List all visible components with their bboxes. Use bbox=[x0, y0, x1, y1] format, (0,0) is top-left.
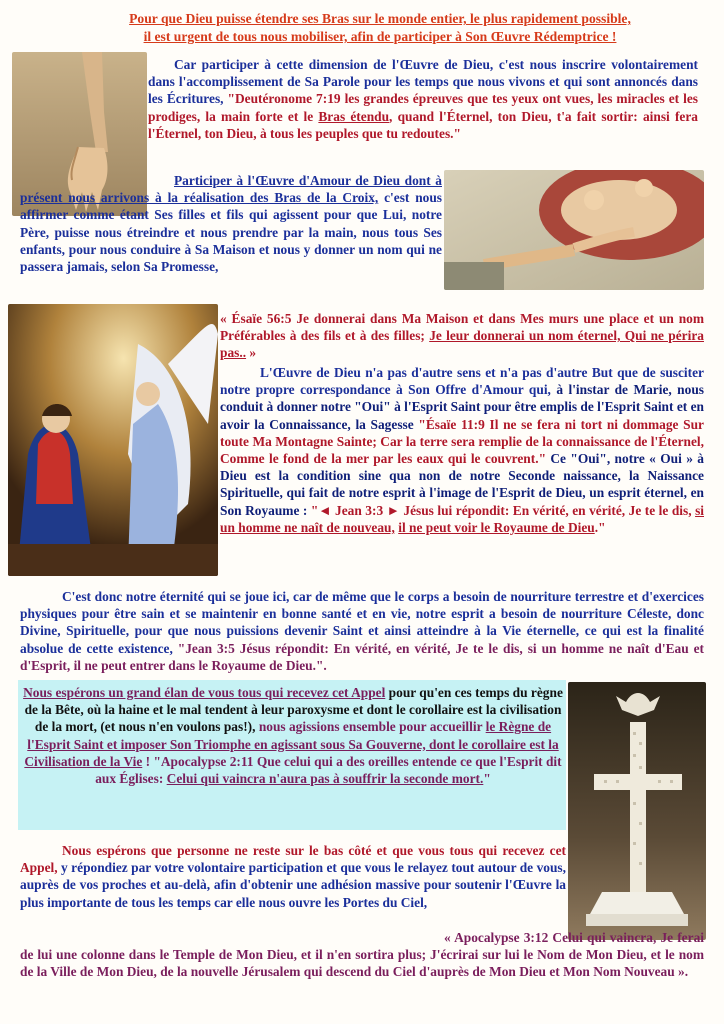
paragraph-oeuvre-amour bbox=[20, 172, 442, 275]
p3-jean-3-3: "◄ Jean 3:3 ► Jésus lui répondit: En vérité, en vérité, Je te le dis, bbox=[310, 502, 692, 518]
p6-apocalypse: « Apocalypse 3:12 Celui qui vaincra, Je ferai de lui une colonne dans le Temple de Mon Dieu, et il n'en sortira plus; J'écrirai sur lui le Nom de Mon Dieu, et le nom de la Ville de Mon Dieu, de la nouvelle Jérusalem qui descend du Ciel d'auprès de Mon Dieu et Mon Nom Nouveau ». bbox=[20, 930, 704, 980]
p6-appel: Nous espérons que personne ne reste sur le bas côté et que vous tous qui recevez cet Appel, bbox=[20, 843, 566, 876]
p3-oui: Ce "Oui", notre « Oui » à Dieu est la condition sine qua non de notre Seconde naissance, la Naissance Spirituelle, qui fait de notre esprit à l'image de l'Esprit de Dieu, un esprit éternel, en Son Royaume : bbox=[220, 451, 704, 518]
paragraph-eternite bbox=[20, 588, 704, 674]
p5-apocalypse: ! "Apocalypse 2:11 Que celui qui a des oreilles entende ce que l'Esprit dit aux Églises: bbox=[95, 753, 562, 787]
p5-end: " bbox=[483, 771, 491, 787]
p6-text: y répondiez par votre volontaire participation et que vous le relayez tout autour de vous, auprès de vos proches et au-delà, afin d'obtenir une adhésion massive pour soutenir l'Œuvre la plus importante de tous les temps car elle nous ouvre les Portes du Ciel, bbox=[20, 860, 566, 910]
p1-scripture-end: , quand l'Éternel, ton Dieu, t'a fait sortir: ainsi fera l'Éternel, ton Dieu, à tous les peuples que tu redoutes." bbox=[148, 108, 698, 141]
page-title bbox=[60, 10, 700, 46]
p4-jean-3-5: "Jean 3:5 Jésus répondit: En vérité, en vérité, Je te le dis, si un homme ne naît d'Eau et d'Esprit, il ne peut entrer dans le Royaume de Dieu.". bbox=[20, 640, 705, 673]
paragraph-appel bbox=[22, 684, 564, 787]
p3-marie: à l'instar de Marie, nous conduit à donner notre "Oui" à l'Esprit Saint pour être emplis de l'Esprit Saint et en avoir la Connaissance, la Sagesse bbox=[220, 382, 704, 432]
paragraph-esaie-56 bbox=[220, 310, 704, 362]
p5-vaincra: Celui qui vaincra n'aura pas à souffrir la seconde mort. bbox=[166, 771, 484, 787]
annunciation-painting-image bbox=[8, 304, 218, 576]
p5-appel: Nous espérons un grand élan de vous tous qui recevez cet Appel bbox=[23, 685, 386, 700]
title-line-1: Pour que Dieu puisse étendre ses Bras sur le monde entier, le plus rapidement possible, bbox=[129, 11, 631, 26]
paragraph-personne bbox=[20, 842, 566, 911]
p3-text: L'Œuvre de Dieu n'a pas d'autre sens et n'a pas d'autre But que de susciter notre propre correspondance à Son Offre d'Amour qui, bbox=[220, 365, 704, 398]
p3-jean-underline-1: si un homme ne naît de nouveau, bbox=[220, 502, 704, 535]
p1-text: Car participer à cette dimension de l'Œuvre de Dieu, c'est nous inscrire volontairement dans l'accomplissement de Sa Parole pour les temps que nous vivons et qui sont annoncés dans les Écritures, bbox=[148, 57, 698, 107]
paragraph-apocalypse-3-12 bbox=[20, 929, 704, 981]
p5-regne: le Règne de l'Esprit Saint et imposer Son Triomphe en agissant sous Sa Gouverne, dont le corollaire est la Civilisation de la Vie bbox=[24, 719, 559, 769]
p3-jean-end: ." bbox=[594, 519, 606, 535]
p5-agissions: nous agissions ensemble pour accueillir bbox=[258, 719, 483, 735]
cross-sculpture-image bbox=[568, 682, 706, 940]
creation-painting-image bbox=[444, 170, 704, 290]
p2-scripture-underline: Je leur donnerai un nom éternel, Qui ne périra pas.. bbox=[220, 328, 704, 361]
p1-scripture: "Deutéronome 7:19 les grandes épreuves que tes yeux ont vues, les miracles et les prodiges, la main forte et le bbox=[148, 91, 698, 124]
paragraph-intro bbox=[148, 56, 698, 142]
p2-scripture: « Ésaïe 56:5 Je donnerai dans Ma Maison et dans Mes murs une place et un nom Préférables à des fils et à des filles; bbox=[220, 311, 704, 344]
p4-text: C'est donc notre éternité qui se joue ici, car de même que le corps a besoin de nourriture terrestre et d'exercices physiques pour être sain et se maintenir en bonne santé et en vie, notre esprit a besoin de nourriture Céleste, donc Divine, Spirituelle, pour que nous puissions devenir Saint et ainsi atteindre à la Vie éternelle, ce qui est la finalité absolue de cette existence, bbox=[20, 589, 704, 656]
p2-text: c'est nous affirmer comme étant Ses filles et fils qui agissent pour que Lui, notre Père, puisse nous étreindre et nous prendre par la main, nous tous Ses enfants, pour nous conduire à Sa Maison et nous y donner un nom qui ne passera jamais, selon Sa Promesse, bbox=[20, 190, 443, 275]
p3-esaie-11: "Ésaïe 11:9 Il ne se fera ni tort ni dommage Sur toute Ma Montagne Sainte; Car la terre sera remplie de la connaissance de l'Éternel, Comme le fond de la mer par les eaux qui le couvrent." bbox=[220, 416, 704, 467]
p2-underlined: Participer à l'Œuvre d'Amour de Dieu dont à présent nous arrivons à la réalisation des Bras de la Croix, bbox=[20, 173, 442, 206]
p2-scripture-end: » bbox=[249, 345, 257, 361]
p1-scripture-underline: Bras étendu bbox=[318, 108, 390, 124]
title-line-2: il est urgent de tous nous mobiliser, afin de participer à Son Œuvre Rédemptrice ! bbox=[143, 29, 617, 44]
p3-jean-underline-2: il ne peut voir le Royaume de Dieu bbox=[398, 519, 595, 535]
p5-text: pour qu'en ces temps du règne de la Bête, où la haine et le mal tendent à leur paroxysme et dont le corollaire est la civilisation de la mort, (et nous n'en voulons pas!), bbox=[24, 685, 563, 735]
paragraph-oeuvre-sens bbox=[220, 364, 704, 536]
